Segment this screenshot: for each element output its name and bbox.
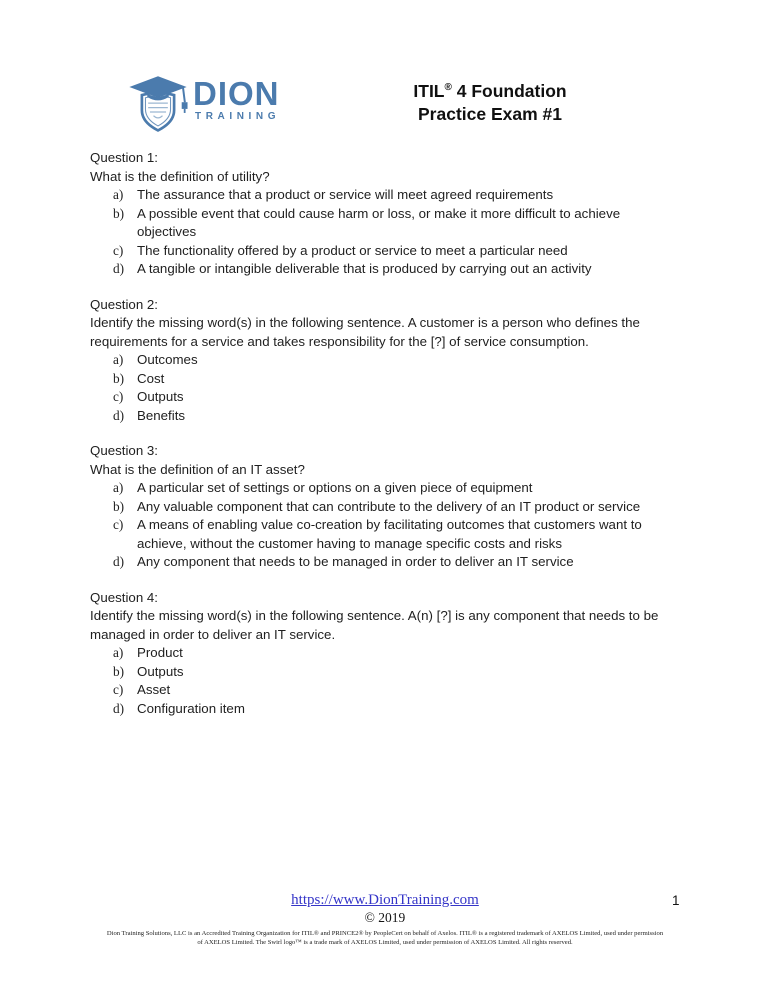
option-letter: c) <box>113 517 124 532</box>
option-text: Outcomes <box>137 352 198 367</box>
answer-option <box>90 260 680 279</box>
answer-option <box>90 681 680 700</box>
answer-option <box>90 479 680 498</box>
option-text: Outputs <box>137 663 184 679</box>
option-text: A possible event that could cause harm or loss, or make it more difficult to achieve objectives <box>137 205 621 239</box>
answer-option <box>90 388 680 407</box>
answer-option <box>90 700 680 719</box>
option-text: Any valuable component that can contribute to the delivery of an IT product or service <box>137 498 641 514</box>
question-label: Question 2: <box>90 296 159 312</box>
answer-option <box>90 370 680 389</box>
question-block-4 <box>90 589 680 719</box>
option-text: Asset <box>137 682 171 697</box>
option-text: A particular set of settings or options on a given piece of equipment <box>137 480 533 495</box>
option-letter: a) <box>113 480 124 495</box>
option-letter: d) <box>113 700 125 716</box>
option-letter: c) <box>113 389 124 404</box>
question-label: Question 4: <box>90 589 159 605</box>
document-title <box>340 76 640 127</box>
answer-option <box>90 407 680 426</box>
logo-name-text: DION <box>193 75 280 112</box>
option-letter: d) <box>113 261 125 276</box>
page-footer <box>90 891 680 947</box>
footer-link-row <box>90 891 680 909</box>
answer-option <box>90 663 680 682</box>
option-letter: b) <box>113 663 125 679</box>
answer-option <box>90 242 680 261</box>
option-letter: a) <box>113 187 124 202</box>
graduation-cap-shield-icon <box>124 72 192 136</box>
option-letter: d) <box>113 407 125 423</box>
title-foundation-text: 4 Foundation <box>451 80 567 101</box>
option-letter: b) <box>113 205 125 221</box>
option-text: A tangible or intangible deliverable that is produced by carrying out an activity <box>137 261 592 276</box>
question-text: Identify the missing word(s) in the following sentence. A customer is a person who defines the requirements for a service and takes responsibility for the [?] of service consumption. <box>90 315 640 349</box>
question-label: Question 3: <box>90 443 159 458</box>
registered-trademark-symbol: ® <box>444 82 452 93</box>
option-letter: b) <box>113 370 125 386</box>
option-text: Benefits <box>137 407 186 423</box>
answer-option <box>90 351 680 370</box>
answer-option <box>90 205 680 242</box>
question-text: Identify the missing word(s) in the following sentence. A(n) [?] is any component that needs to be managed in order to deliver an IT service. <box>90 608 659 642</box>
option-letter: a) <box>113 352 124 367</box>
copyright-text: © 2019 <box>364 910 406 925</box>
answer-option <box>90 644 680 663</box>
option-text: The assurance that a product or service will meet agreed requirements <box>137 187 554 202</box>
title-line-2: Practice Exam #1 <box>418 104 562 125</box>
title-itil-text: ITIL <box>413 80 445 101</box>
option-letter: c) <box>113 242 124 258</box>
option-text: The functionality offered by a product or service to meet a particular need <box>137 242 568 258</box>
option-text: Outputs <box>137 389 184 404</box>
option-letter: a) <box>113 645 124 660</box>
option-text: A means of enabling value co-creation by facilitating outcomes that customers want to achieve, without the customer having to manage specific costs and risks <box>137 517 642 551</box>
questions-section <box>90 149 680 735</box>
option-letter: d) <box>113 554 125 569</box>
question-text: What is the definition of an IT asset? <box>90 461 305 477</box>
question-text: What is the definition of utility? <box>90 168 270 184</box>
dion-training-logo <box>124 72 280 136</box>
title-line-1 <box>340 76 640 103</box>
option-text: Configuration item <box>137 700 245 716</box>
question-block-2 <box>90 296 680 426</box>
answer-option <box>90 553 680 572</box>
legal-disclaimer-text: Dion Training Solutions, LLC is an Accredited Training Organization for ITIL® and PRINCE2® by PeopleCert on behalf of Axelos. ITIL® is a registered trademark of AXELOS Limited, used under permission of AXELOS Limited. The Swirl logo™ is a trade mark of AXELOS Limited, used under permission of AXELOS Limited. All rights reserved. <box>106 930 664 946</box>
answer-option <box>90 498 680 517</box>
question-block-1 <box>90 149 680 279</box>
answer-option <box>90 516 680 553</box>
option-text: Any component that needs to be managed in order to deliver an IT service <box>137 554 574 569</box>
option-text: Product <box>137 645 183 660</box>
logo-subname-text: TRAINING <box>195 111 281 122</box>
logo-wordmark <box>193 75 281 122</box>
answer-option <box>90 186 680 205</box>
question-block-3 <box>90 442 680 572</box>
page-number: 1 <box>672 893 680 908</box>
option-text: Cost <box>137 370 165 386</box>
option-letter: c) <box>113 682 124 697</box>
website-link[interactable]: https://www.DionTraining.com <box>291 892 479 908</box>
option-letter: b) <box>113 498 125 514</box>
question-label: Question 1: <box>90 150 159 165</box>
